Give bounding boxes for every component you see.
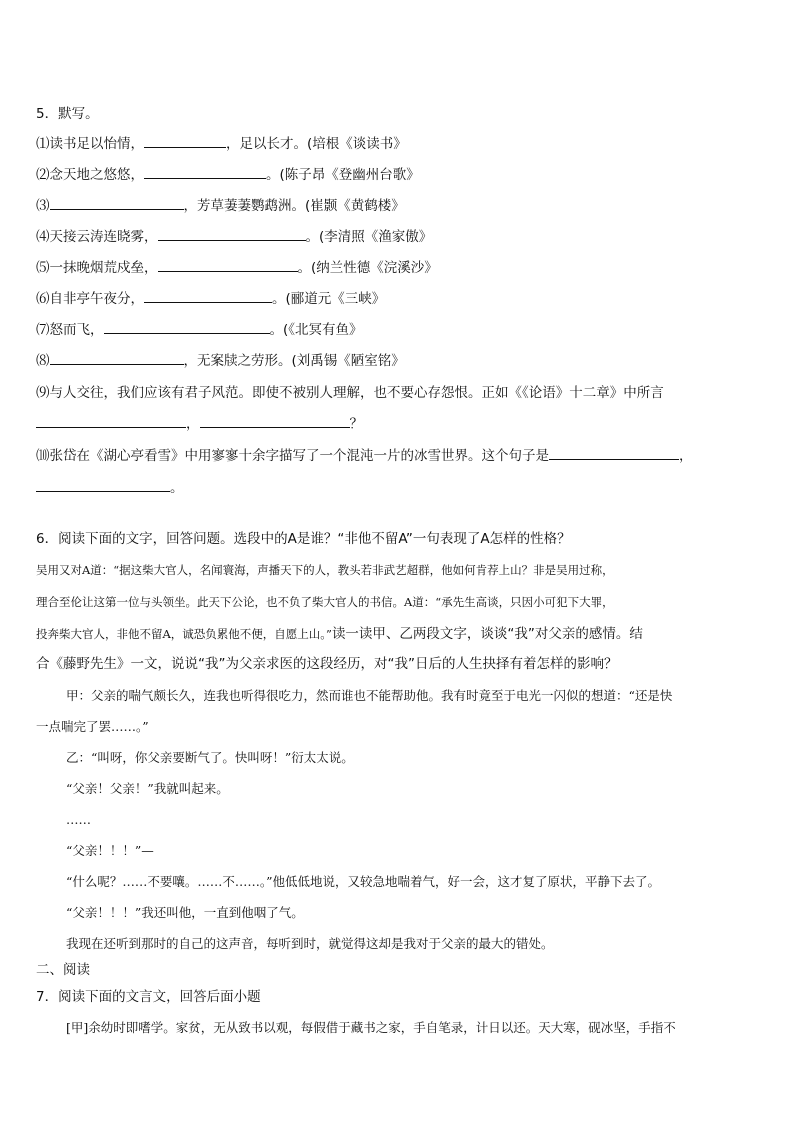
- q6-yi-line: “父亲！父亲！”我就叫起来。: [66, 781, 229, 796]
- answer-blank[interactable]: [50, 196, 184, 210]
- q6-yi-line: “什么呢？……不要嚷。……不……。”他低低地说，又较急地喘着气，好一会，这才复了原状，平静下去了。: [66, 874, 661, 889]
- item-text: 。(纳兰性德《浣溪沙》: [297, 260, 438, 276]
- q6-question-part: 读一读甲、乙两段文字，谈谈“我”对父亲的感情。结: [331, 626, 643, 642]
- q6-title: 6．阅读下面的文字，回答问题。选段中的A是谁？“非他不留A”一句表现了A怎样的性格？: [36, 531, 571, 547]
- item-text: ，: [679, 448, 693, 464]
- q6-question-line2: 合《藤野先生》一文，说说“我”为父亲求医的这段经历，对“我”日后的人生抉择有着怎样的影响？: [36, 656, 618, 672]
- item-text: ，无案牍之劳形。(刘禹锡《陋室铭》: [183, 353, 405, 369]
- q5-item-4: [36, 227, 432, 247]
- item-text: ⑶: [36, 198, 50, 214]
- item-text: ，足以长才。(培根《谈读书》: [226, 136, 407, 152]
- item-text: ⑴读书足以怡情，: [36, 136, 144, 152]
- q6-passage-tail: 投奔柴大官人，非他不留A，诚恐负累他不便，自愿上山。”: [36, 627, 332, 641]
- q6-jia-line2: 一点喘完了罢……。”: [36, 719, 149, 734]
- q6-yi-line: 我现在还听到那时的自己的这声音，每听到时，就觉得这却是我对于父亲的最大的错处。: [66, 936, 554, 951]
- item-text: 。(陈子昂《登幽州台歌》: [266, 167, 420, 183]
- q5-item-7: [36, 320, 363, 340]
- answer-blank[interactable]: [36, 478, 170, 492]
- item-text: 。(《北冥有鱼》: [269, 322, 363, 338]
- answer-blank[interactable]: [104, 320, 270, 334]
- q6-yi-line: ……: [66, 812, 91, 827]
- section-heading: 二、阅读: [36, 962, 90, 978]
- q6-yi-line: 乙：“叫呀，你父亲要断气了。快叫呀！”衍太太说。: [66, 750, 354, 765]
- item-text: ⑵念天地之悠悠，: [36, 167, 144, 183]
- answer-blank[interactable]: [144, 289, 272, 303]
- answer-blank[interactable]: [158, 258, 298, 272]
- q5-item-10-line2: [36, 478, 184, 498]
- q5-item-9-line1: ⑼与人交往，我们应该有君子风范。即使不被别人理解，也不要心存怨恨。正如《《论语》十二章》中所言: [36, 385, 664, 401]
- q6-yi-line: “父亲！！！”—: [66, 843, 154, 858]
- item-text: ⑽张岱在《湖心亭看雪》中用寥寥十余字描写了一个混沌一片的冰雪世界。这个句子是: [36, 448, 549, 464]
- item-text: 。(郦道元《三峡》: [272, 291, 386, 307]
- answer-blank[interactable]: [144, 134, 226, 148]
- q5-item-3: [36, 196, 405, 216]
- q5-item-2: [36, 165, 420, 185]
- q6-yi-line: “父亲！！！”我还叫他，一直到他咽了气。: [66, 905, 304, 920]
- q7-passage-line: [甲]余幼时即嗜学。家贫，无从致书以观，每假借于藏书之家，手自笔录，计日以还。天大寒，砚冰坚，手指不: [66, 1020, 676, 1035]
- q7-title: 7．阅读下面的文言文，回答后面小题: [36, 989, 261, 1005]
- q6-passage-line-3: [36, 623, 643, 644]
- item-text: 。: [170, 480, 184, 496]
- q5-item-6: [36, 289, 385, 309]
- item-text: ⑺怒而飞，: [36, 322, 104, 338]
- q6-passage-line: 理合至伦让这第一位与头领坐。此天下公论，也不负了柴大官人的书信。A道：“承先生高谈，只因小可犯下大罪，: [36, 595, 614, 609]
- q5-item-5: [36, 258, 438, 278]
- q5-item-1: [36, 134, 407, 154]
- answer-blank[interactable]: [50, 351, 184, 365]
- q6-jia-line1: 甲：父亲的喘气颇长久，连我也听得很吃力，然而谁也不能帮助他。我有时竟至于电光一闪似的想道：“还是快: [66, 688, 673, 703]
- q5-item-10-line1: [36, 446, 693, 466]
- q6-passage-line: 吴用又对A道：“据这柴大官人，名闻寰海，声播天下的人，教头若非武艺超群，他如何肯荐上山？非是吴用过称，: [36, 563, 614, 577]
- item-text: ⑷天接云涛连晓雾，: [36, 229, 158, 245]
- answer-blank[interactable]: [36, 414, 186, 428]
- q5-title: 5．默写。: [36, 106, 99, 122]
- item-text: ？: [349, 416, 363, 432]
- q5-item-8: [36, 351, 405, 371]
- item-text: ，芳草萋萋鹦鹉洲。(崔颢《黄鹤楼》: [183, 198, 405, 214]
- answer-blank[interactable]: [200, 414, 350, 428]
- item-text: ，: [186, 416, 200, 432]
- q5-item-9-line2: [36, 414, 363, 434]
- answer-blank[interactable]: [158, 227, 306, 241]
- item-text: ⑸一抹晚烟荒戍垒，: [36, 260, 158, 276]
- item-text: ⑹自非亭午夜分，: [36, 291, 144, 307]
- answer-blank[interactable]: [549, 446, 679, 460]
- answer-blank[interactable]: [144, 165, 266, 179]
- item-text: ⑻: [36, 353, 50, 369]
- item-text: 。(李清照《渔家傲》: [305, 229, 433, 245]
